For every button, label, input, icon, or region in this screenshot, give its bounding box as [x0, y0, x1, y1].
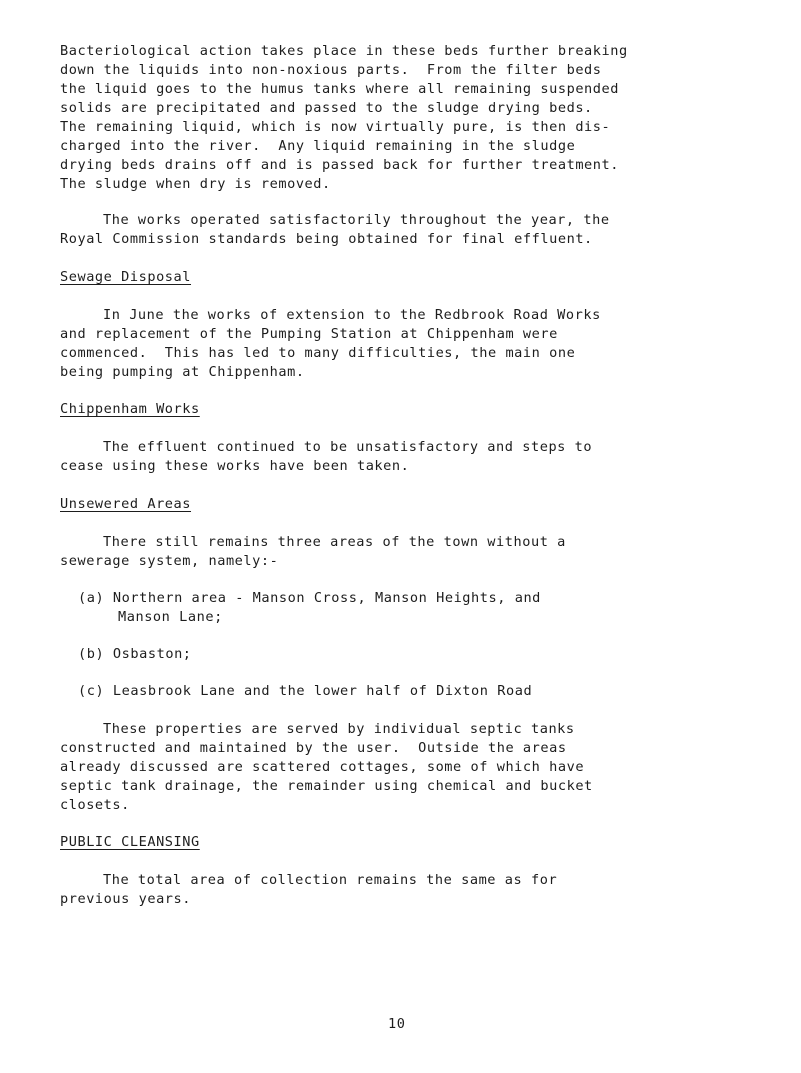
paragraph-line: and replacement of the Pumping Station at Chippenham were — [60, 326, 558, 342]
paragraph-line: The effluent continued to be unsatisfactory and steps to — [103, 439, 593, 455]
section-heading-public-cleansing: PUBLIC CLEANSING — [60, 834, 200, 850]
paragraph-line: cease using these works have been taken. — [60, 458, 410, 474]
paragraph-line: There still remains three areas of the town without a — [103, 534, 566, 550]
list-item-a: (a) Northern area - Manson Cross, Manson Heights, and — [78, 590, 541, 606]
paragraph-line: septic tank drainage, the remainder using chemical and bucket — [60, 778, 593, 794]
paragraph-line: The sludge when dry is removed. — [60, 176, 331, 192]
paragraph-line: commenced. This has led to many difficulties, the main one — [60, 345, 576, 361]
paragraph-line: In June the works of extension to the Redbrook Road Works — [103, 307, 601, 323]
paragraph-line: being pumping at Chippenham. — [60, 364, 305, 380]
paragraph-line: The works operated satisfactorily throughout the year, the — [103, 212, 610, 228]
paragraph-line: drying beds drains off and is passed back for further treatment. — [60, 157, 619, 173]
page-number: 10 — [388, 1016, 406, 1032]
paragraph-line: closets. — [60, 797, 130, 813]
section-heading-sewage-disposal: Sewage Disposal — [60, 269, 192, 285]
paragraph-line: already discussed are scattered cottages, some of which have — [60, 759, 585, 775]
paragraph-line: The total area of collection remains the same as for — [103, 872, 558, 888]
list-item-b: (b) Osbaston; — [78, 646, 192, 662]
paragraph-line: solids are precipitated and passed to the sludge drying beds. — [60, 100, 593, 116]
paragraph-line: Royal Commission standards being obtained for final effluent. — [60, 231, 593, 247]
list-item-c: (c) Leasbrook Lane and the lower half of Dixton Road — [78, 683, 533, 699]
paragraph-line: Bacteriological action takes place in these beds further breaking — [60, 43, 628, 59]
section-heading-chippenham-works: Chippenham Works — [60, 401, 200, 417]
paragraph-line: These properties are served by individual septic tanks — [103, 721, 575, 737]
paragraph-line: sewerage system, namely:- — [60, 553, 279, 569]
paragraph-line: down the liquids into non-noxious parts. From the filter beds — [60, 62, 602, 78]
paragraph-line: the liquid goes to the humus tanks where all remaining suspended — [60, 81, 619, 97]
paragraph-line: The remaining liquid, which is now virtually pure, is then dis- — [60, 119, 611, 135]
paragraph-line: constructed and maintained by the user. Outside the areas — [60, 740, 567, 756]
list-item-a-continuation: Manson Lane; — [118, 609, 223, 625]
paragraph-line: charged into the river. Any liquid remaining in the sludge — [60, 138, 576, 154]
section-heading-unsewered-areas: Unsewered Areas — [60, 496, 192, 512]
paragraph-line: previous years. — [60, 891, 192, 907]
